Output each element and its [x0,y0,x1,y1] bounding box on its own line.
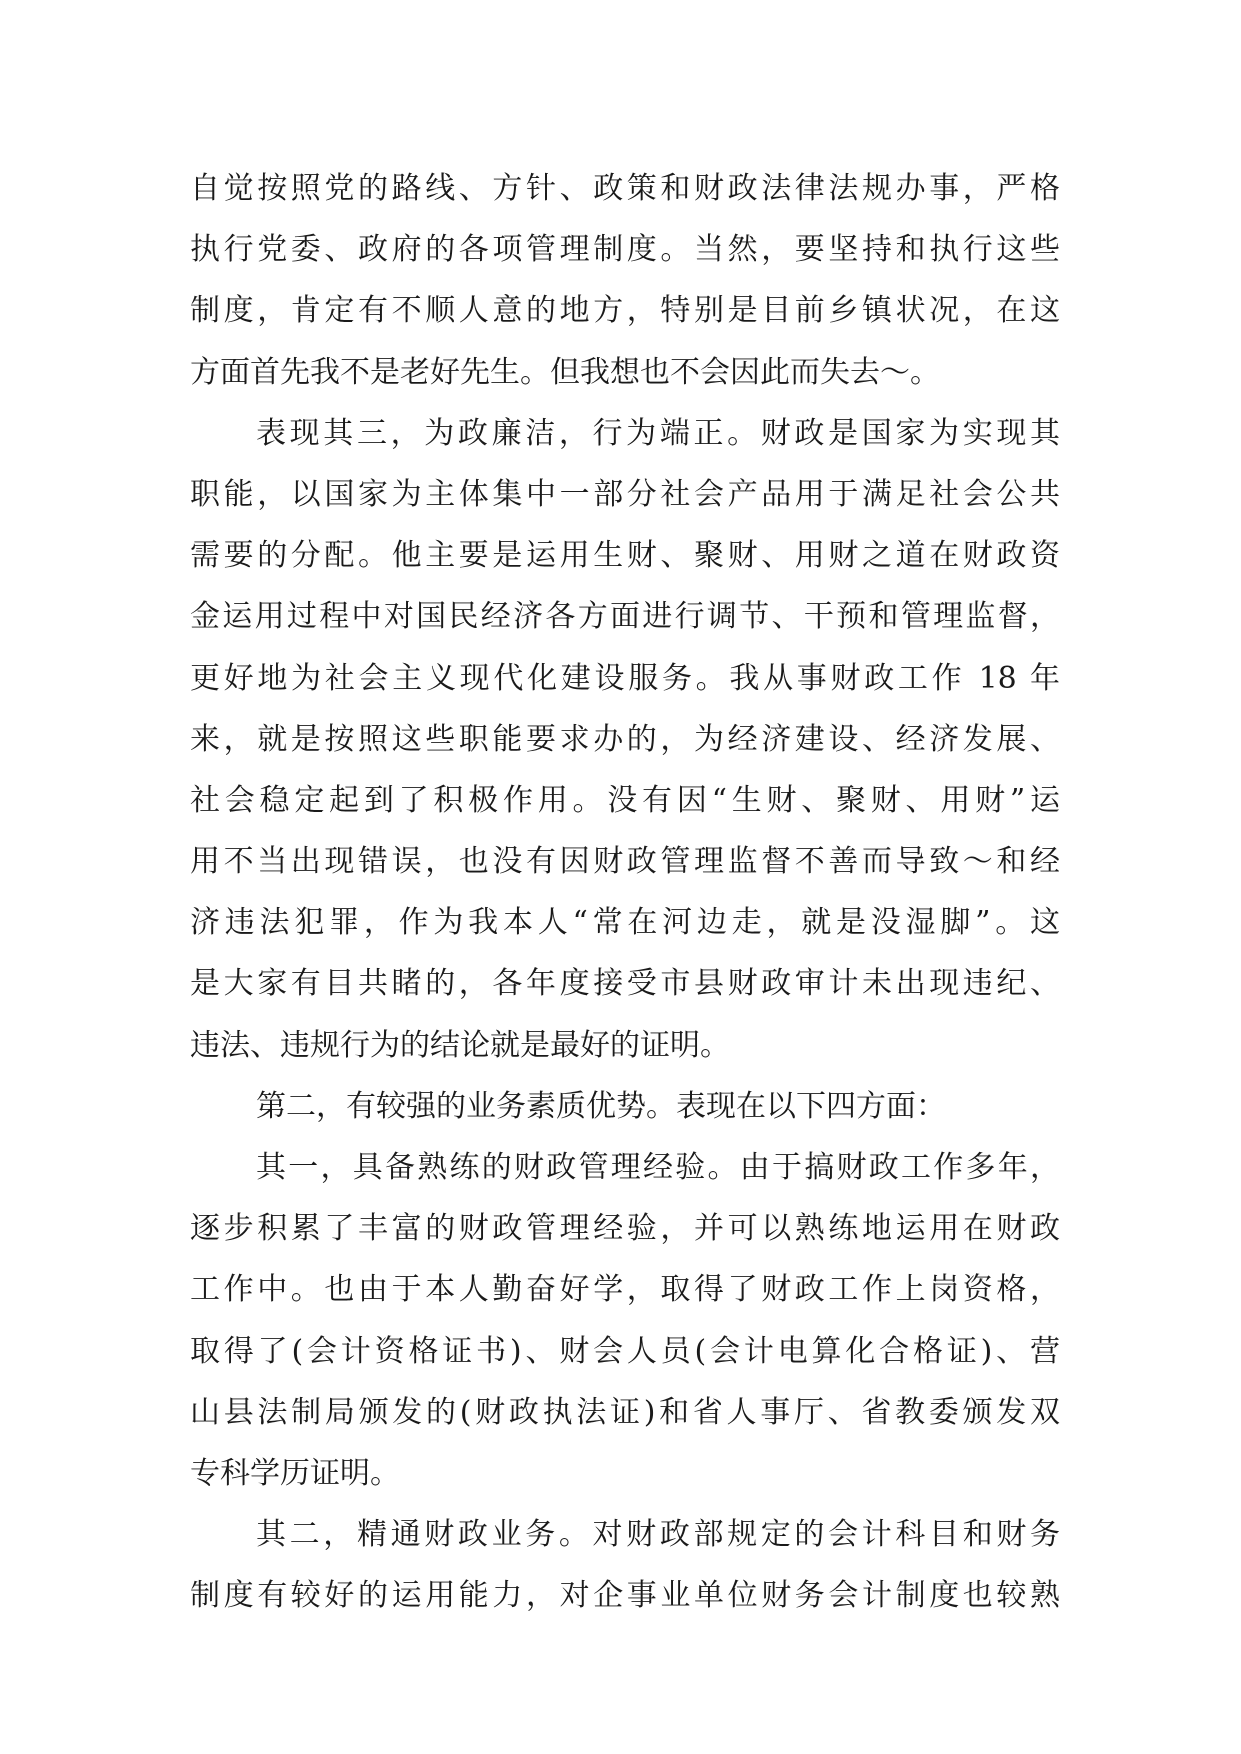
text-line: 金运用过程中对国民经济各方面进行调节、干预和管理监督， [190,599,1060,635]
text-line: 逐步积累了丰富的财政管理经验，并可以熟练地运用在财政 [190,1211,1060,1247]
text-line: 自觉按照党的路线、方针、政策和财政法律法规办事，严格 [190,171,1060,206]
text-line: 方面首先我不是老好先生。但我想也不会因此而失去～。 [190,354,940,390]
text-line: 来，就是按照这些职能要求办的，为经济建设、经济发展、 [190,721,1060,757]
text-line: 执行党委、政府的各项管理制度。当然，要坚持和执行这些 [190,232,1060,268]
text-line: 工作中。也由于本人勤奋好学，取得了财政工作上岗资格， [190,1272,1060,1308]
text-line: 济违法犯罪，作为我本人“常在河边走，就是没湿脚”。这 [190,905,1060,941]
text-line: 制度，肯定有不顺人意的地方，特别是目前乡镇状况，在这 [190,293,1060,329]
paragraph-first-line: 第二，有较强的业务素质优势。表现在以下四方面： [256,1088,946,1124]
paragraph-first-line: 其一，具备熟练的财政管理经验。由于搞财政工作多年， [256,1150,1060,1185]
paragraph-first-line: 其二，精通财政业务。对财政部规定的会计科目和财务 [256,1517,1060,1553]
text-line: 是大家有目共睹的，各年度接受市县财政审计未出现违纪、 [190,966,1060,1002]
document-body [190,158,1060,1627]
text-line: 取得了(会计资格证书)、财会人员(会计电算化合格证)、营 [190,1333,1060,1369]
text-line: 需要的分配。他主要是运用生财、聚财、用财之道在财政资 [190,538,1060,574]
text-line: 专科学历证明。 [190,1455,400,1491]
paragraph-first-line: 表现其三，为政廉洁，行为端正。财政是国家为实现其 [256,415,1060,451]
text-line: 用不当出现错误，也没有因财政管理监督不善而导致～和经 [190,844,1060,880]
text-line: 职能，以国家为主体集中一部分社会产品用于满足社会公共 [190,476,1060,512]
text-line: 违法、违规行为的结论就是最好的证明。 [190,1027,730,1063]
text-line: 社会稳定起到了积极作用。没有因“生财、聚财、用财”运 [190,782,1060,818]
text-line: 制度有较好的运用能力，对企事业单位财务会计制度也较熟 [190,1578,1060,1614]
text-line: 更好地为社会主义现代化建设服务。我从事财政工作 18 年 [190,660,1060,696]
text-line: 山县法制局颁发的(财政执法证)和省人事厅、省教委颁发双 [190,1394,1060,1430]
